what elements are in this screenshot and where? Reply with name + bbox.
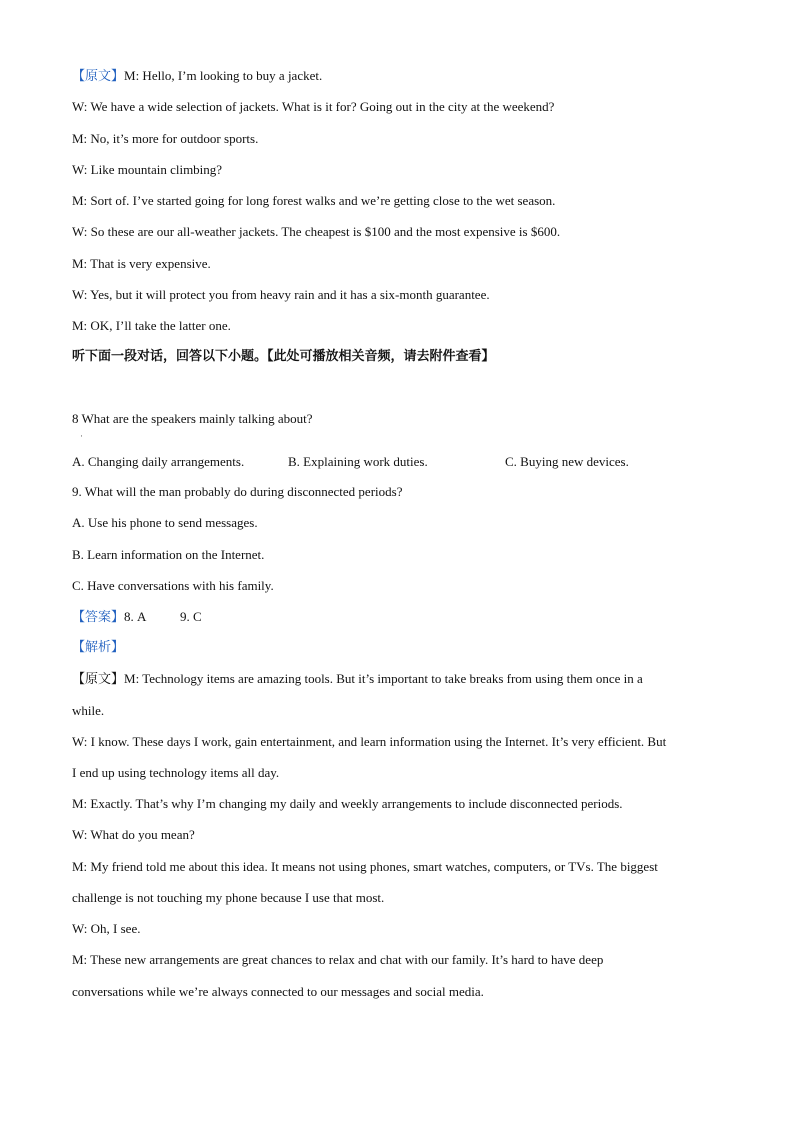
- question-9-option-b: B. Learn information on the Internet.: [72, 547, 265, 562]
- transcript2-line-2: while.: [72, 703, 105, 718]
- question-8-option-a: A. Changing daily arrangements.: [72, 454, 245, 469]
- transcript-line-7: M: That is very expensive.: [72, 256, 211, 271]
- transcript2-line-1: [72, 671, 643, 688]
- transcript2-line-6: W: What do you mean?: [72, 827, 195, 842]
- transcript2-label: 【原文】: [72, 672, 125, 687]
- transcript-line-1: [72, 68, 322, 85]
- transcript-line-6: W: So these are our all-weather jackets. The cheapest is $100 and the most expensive is $600.: [72, 224, 561, 239]
- transcript-line-2: W: We have a wide selection of jackets. What is it for? Going out in the city at the weekend?: [72, 99, 555, 114]
- transcript-line-9: M: OK, I’ll take the latter one.: [72, 318, 231, 333]
- question-8-option-b: B. Explaining work duties.: [288, 454, 428, 469]
- answer-q9: 9. C: [180, 609, 202, 624]
- transcript-line-8: W: Yes, but it will protect you from heavy rain and it has a six-month guarantee.: [72, 287, 490, 302]
- question-8-options: [72, 454, 722, 470]
- question-9-stem: 9. What will the man probably do during disconnected periods?: [72, 484, 403, 499]
- transcript2-line-5: M: Exactly. That’s why I’m changing my daily and weekly arrangements to include disconnected periods.: [72, 796, 623, 811]
- transcript2-line-11: conversations while we’re always connected to our messages and social media.: [72, 984, 484, 999]
- transcript-label: 【原文】: [72, 69, 125, 84]
- answer-q8: 8. A: [124, 609, 147, 624]
- answer-line: [72, 609, 272, 625]
- transcript-line-4: W: Like mountain climbing?: [72, 162, 223, 177]
- transcript-text: M: Hello, I’m looking to buy a jacket.: [124, 68, 323, 83]
- analysis-label: 【解析】: [72, 640, 125, 655]
- transcript2-line-7: M: My friend told me about this idea. It means not using phones, smart watches, computers, or TVs. The biggest: [72, 859, 658, 874]
- stray-dot-mark: ·: [80, 431, 83, 441]
- transcript2-line-8: challenge is not touching my phone because I use that most.: [72, 890, 385, 905]
- question-9-option-a: A. Use his phone to send messages.: [72, 515, 258, 530]
- question-9-option-c: C. Have conversations with his family.: [72, 578, 274, 593]
- transcript2-line-9: W: Oh, I see.: [72, 921, 141, 936]
- listening-instruction: 听下面一段对话，回答以下小题。【此处可播放相关音频，请去附件查看】: [72, 349, 495, 364]
- transcript2-line-4: I end up using technology items all day.: [72, 765, 280, 780]
- question-8-option-c: C. Buying new devices.: [505, 454, 629, 469]
- transcript-line-3: M: No, it’s more for outdoor sports.: [72, 131, 259, 146]
- transcript-line-5: M: Sort of. I’ve started going for long forest walks and we’re getting close to the wet season.: [72, 193, 556, 208]
- transcript2-line-10: M: These new arrangements are great chances to relax and chat with our family. It’s hard to have deep: [72, 952, 604, 967]
- transcript2-text: M: Technology items are amazing tools. But it’s important to take breaks from using them once in a: [124, 671, 643, 686]
- transcript2-line-3: W: I know. These days I work, gain entertainment, and learn information using the Internet. It’s very efficient. But: [72, 734, 667, 749]
- question-8-stem: 8 What are the speakers mainly talking about?: [72, 411, 313, 426]
- answer-label: 【答案】: [72, 610, 125, 625]
